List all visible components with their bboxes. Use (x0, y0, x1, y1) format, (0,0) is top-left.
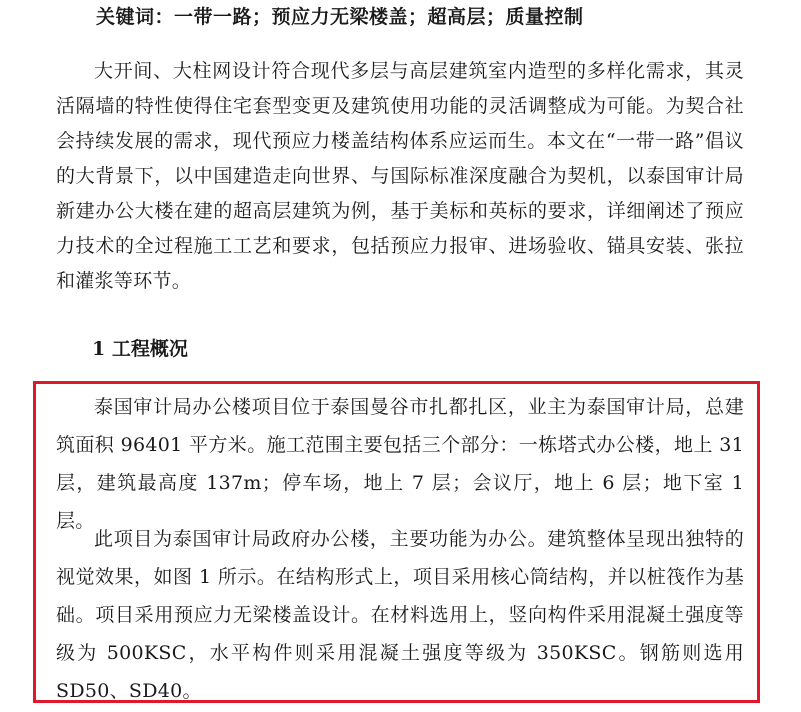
keywords-text: 一带一路；预应力无梁楼盖；超高层；质量控制 (174, 6, 584, 28)
abstract-paragraph: 大开间、大柱网设计符合现代多层与高层建筑室内造型的多样化需求，其灵活隔墙的特性使得住宅套型变更及建筑使用功能的灵活调整成为可能。为契合社会持续发展的需求，现代预应力楼盖结构体系应运而生。本文在“一带一路”倡议的大背景下，以中国建造走向世界、与国际标准深度融合为契机，以泰国审计局新建办公大楼在建的超高层建筑为例，基于美标和英标的要求，详细阐述了预应力技术的全过程施工工艺和要求，包括预应力报审、进场验收、锚具安装、张拉和灌浆等环节。 (56, 60, 744, 292)
keywords-label: 关键词： (96, 6, 175, 28)
keywords-line (96, 2, 584, 32)
project-structure-paragraph: 此项目为泰国审计局政府办公楼，主要功能为办公。建筑整体呈现出独特的视觉效果，如图 1 所示。在结构形式上，项目采用核心筒结构，并以桩筏作为基础。项目采用预应力无梁楼盖设计。在材料选用上，竖向构件采用混凝土强度等级为 500KSC，水平构件则采用混凝土强度等级为 350KSC。钢筋则选用 SD50、SD40。 (56, 528, 744, 702)
section-heading: 1 工程概况 (92, 338, 188, 360)
project-overview-paragraph: 泰国审计局办公楼项目位于泰国曼谷市扎都扎区，业主为泰国审计局，总建筑面积 96401 平方米。施工范围主要包括三个部分：一栋塔式办公楼，地上 31 层，建筑最高度 137m；停车场，地上 7 层；会议厅，地上 6 层；地下室 1 层。 (56, 396, 744, 532)
